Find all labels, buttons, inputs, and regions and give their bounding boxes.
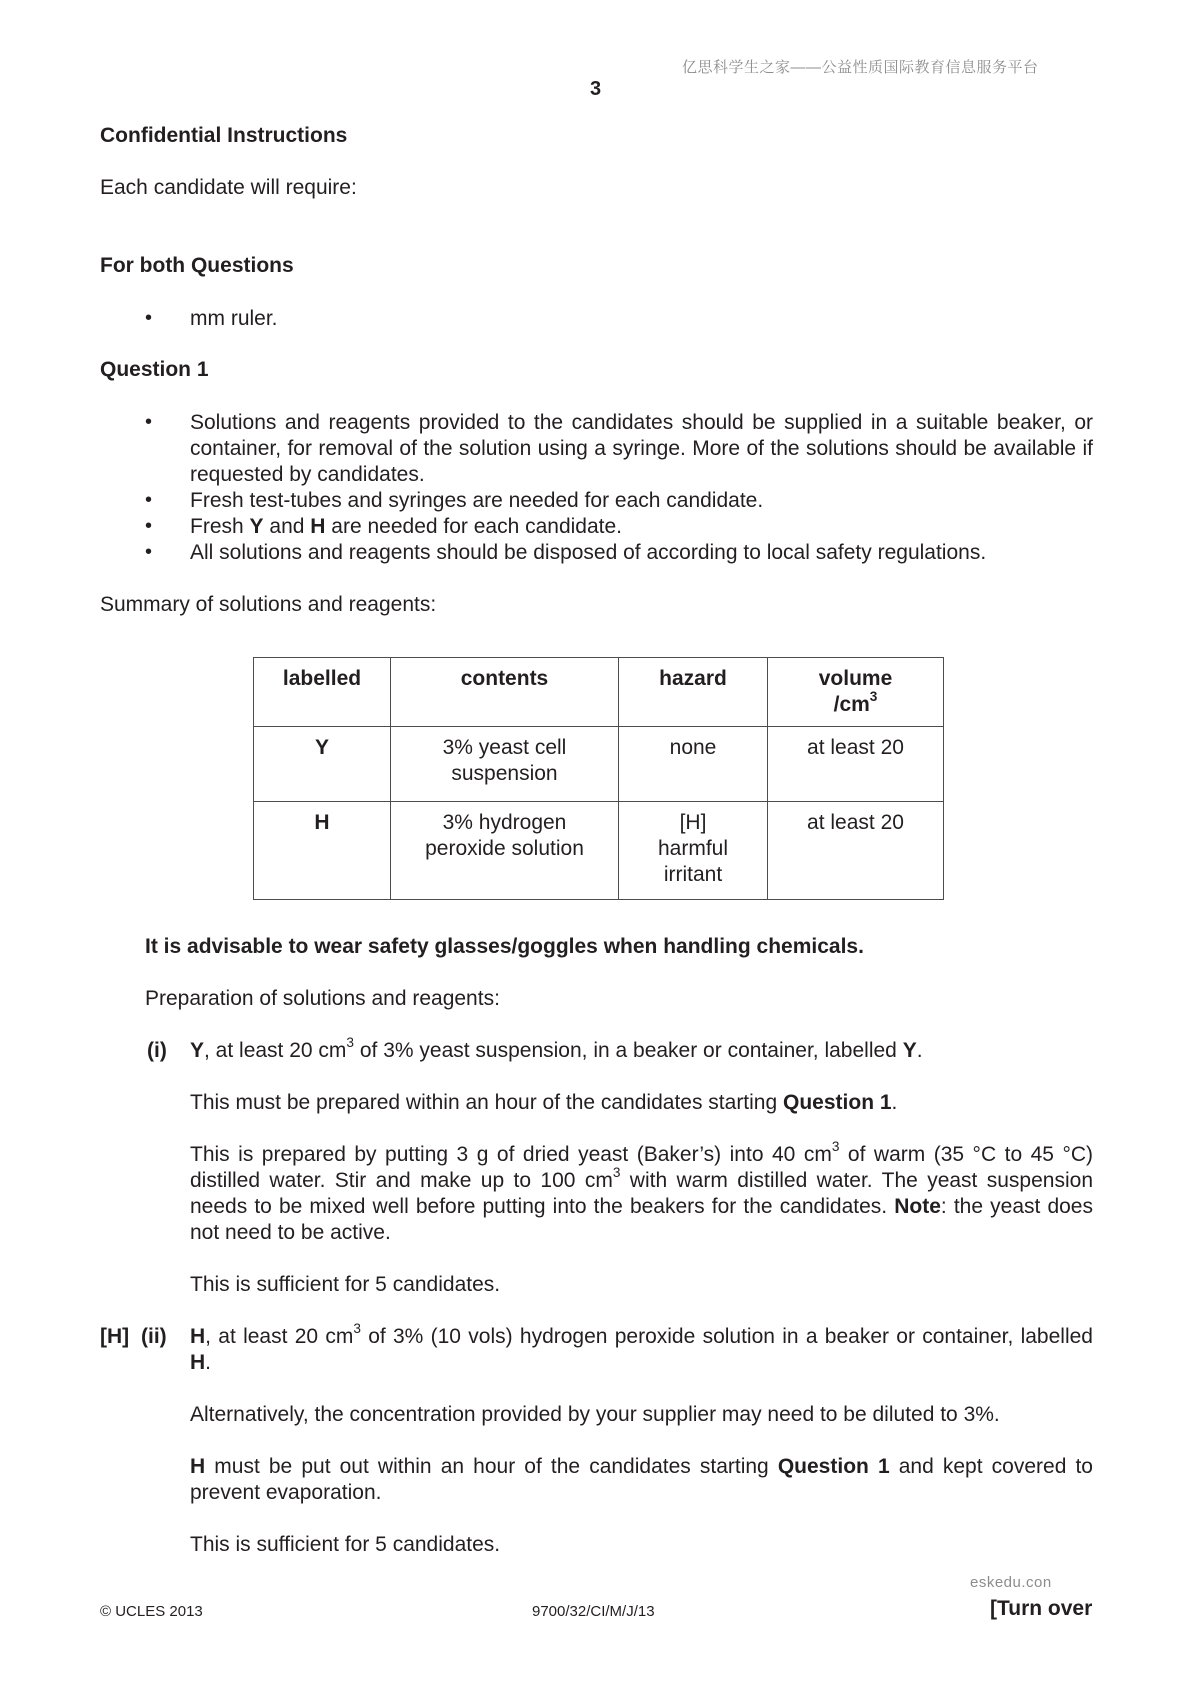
bullet-icon: • [145,515,153,537]
part-ii-paragraph-3: H must be put out within an hour of the candidates starting Question 1 and kept covered to prevent evaporation. [190,1455,1093,1504]
footer-code: 9700/32/CI/M/J/13 [532,1603,655,1620]
page-number: 3 [590,78,602,100]
bullet-icon: • [145,489,153,511]
preparation-label: Preparation of solutions and reagents: [145,987,500,1010]
bullet-item-ruler: mm ruler. [190,307,278,330]
part-i-paragraph-1: Y, at least 20 $cm^3$ of 3% yeast suspension, in a beaker or container, labelled Y. [190,1034,923,1062]
header-watermark: 亿思科学生之家——公益性质国际教育信息服务平台 [682,59,1039,76]
turn-over-label: [Turn over [990,1597,1093,1620]
cell-volume: at least 20 [768,727,944,802]
part-i-paragraph-4: This is sufficient for 5 candidates. [190,1273,501,1296]
table-header-row [254,658,944,727]
section-heading-confidential: Confidential Instructions [100,124,348,147]
summary-table [253,657,944,900]
bullet-icon: • [145,541,153,563]
cell-contents: 3% hydrogen peroxide solution [391,802,619,900]
bullet-icon: • [145,307,153,329]
cell-labelled: H [254,802,391,900]
bullet-item-fresh-y-h: Fresh Y and H are needed for each candidate. [190,515,623,538]
cell-hazard: [H] harmful irritant [619,802,768,900]
part-ii-paragraph-4: This is sufficient for 5 candidates. [190,1533,501,1556]
table-row [254,727,944,802]
bullet-item-disposal: All solutions and reagents should be disposed of according to local safety regulations. [190,541,987,564]
column-header-volume: volume $/cm^3$ [768,658,944,727]
section-heading-question-1: Question 1 [100,358,209,381]
cell-labelled: Y [254,727,391,802]
part-i-paragraph-3: This is prepared by putting 3 g of dried yeast (Baker’s) into 40 $cm^3$ of warm (35 °C to 45 °C) distilled water. Stir and make up to 100 $cm^3$ with warm distilled water. The yeast suspension needs to be mixed well before putting into the beakers for the candidates. Note: the yeast does not need to be active. [190,1138,1094,1244]
footer-copyright: © UCLES 2013 [100,1603,203,1620]
part-ii-label: (ii) [141,1325,167,1348]
bullet-item-solutions: Solutions and reagents provided to the candidates should be supplied in a suitable beaker, or container, for removal of the solution using a syringe. More of the solutions should be available if requested by candidates. [190,411,1093,486]
footer-site-watermark: eskedu.con [970,1574,1052,1591]
table-row [254,802,944,900]
column-header-hazard: hazard [619,658,768,727]
section-heading-both: For both Questions [100,254,294,277]
part-ii-paragraph-1: H, at least 20 $cm^3$ of 3% (10 vols) hydrogen peroxide solution in a beaker or container, labelled H. [190,1320,1093,1374]
bullet-icon: • [145,411,153,433]
cell-contents: 3% yeast cell suspension [391,727,619,802]
part-i-label: (i) [147,1039,167,1062]
cell-hazard: none [619,727,768,802]
part-ii-paragraph-2: Alternatively, the concentration provided by your supplier may need to be diluted to 3%. [190,1403,1000,1426]
bullet-item-test-tubes: Fresh test-tubes and syringes are needed for each candidate. [190,489,764,512]
part-i-paragraph-2: This must be prepared within an hour of the candidates starting Question 1. [190,1091,898,1114]
summary-label: Summary of solutions and reagents: [100,593,437,616]
part-ii-hazard-label: [H] [100,1325,130,1348]
column-header-contents: contents [391,658,619,727]
intro-line: Each candidate will require: [100,176,357,199]
column-header-labelled: labelled [254,658,391,727]
safety-notice: It is advisable to wear safety glasses/goggles when handling chemicals. [145,935,864,958]
cell-volume: at least 20 [768,802,944,900]
